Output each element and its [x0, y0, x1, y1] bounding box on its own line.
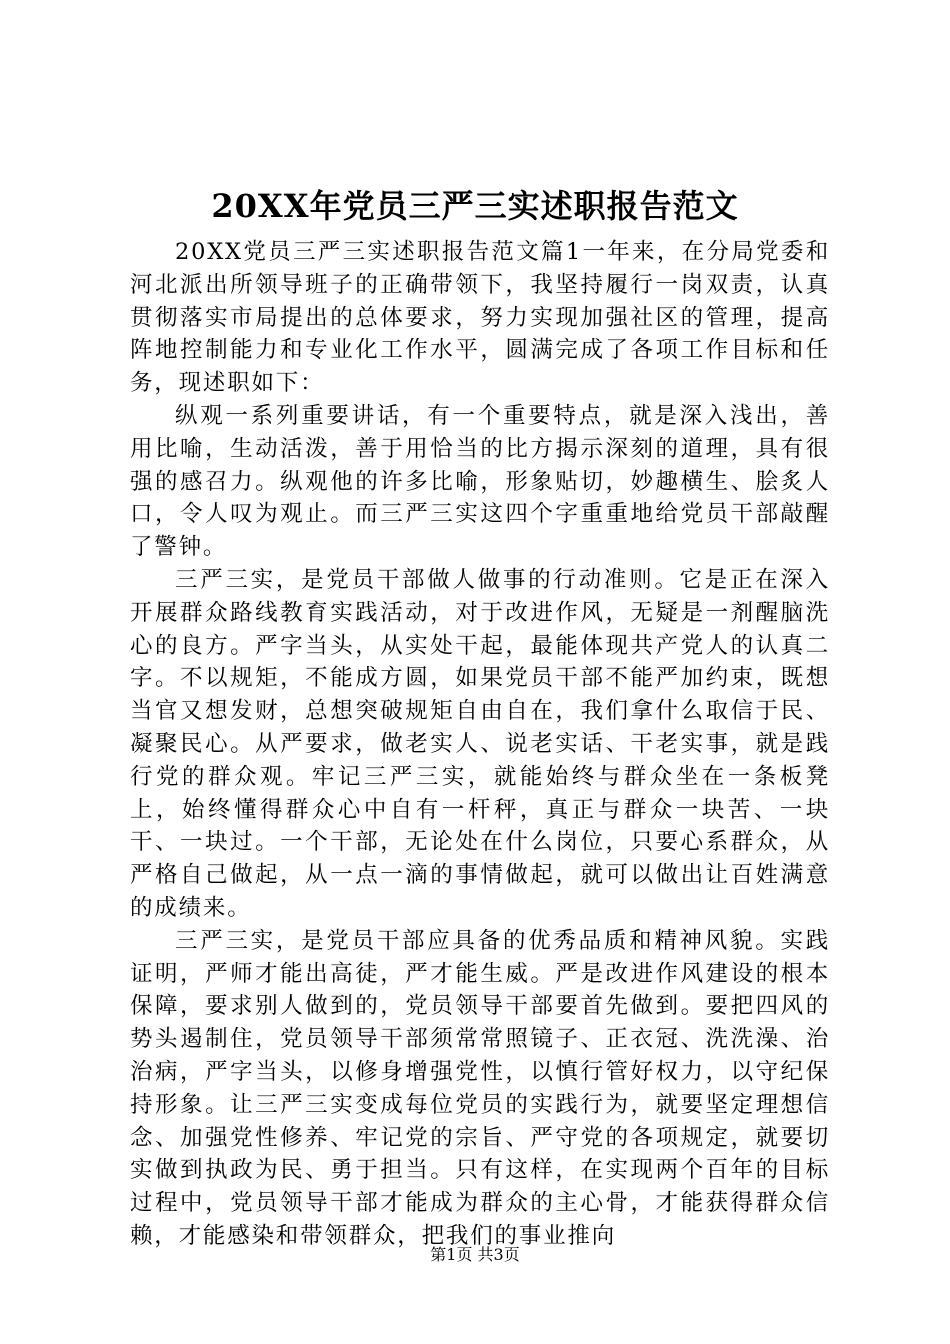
paragraph-1: 20XX党员三严三实述职报告范文篇1一年来，在分局党委和河北派出所领导班子的正确带领下，我坚持履行一岗双责，认真贯彻落实市局提出的总体要求，努力实现加强社区的管理，提高阵地控制能力和专业化工作水平，圆满完成了各项工作目标和任务，现述职如下： [130, 239, 830, 397]
paragraph-4: 三严三实，是党员干部应具备的优秀品质和精神风貌。实践证明，严师才能出高徒，严才能生威。严是改进作风建设的根本保障，要求别人做到的，党员领导干部要首先做到。要把四风的势头遏制住，党员领导干部须常常照镜子、正衣冠、洗洗澡、治治病，严字当头，以修身增强党性，以慎行管好权力，以守纪保持形象。让三严三实变成每位党员的实践行为，就要坚定理想信念、加强党性修养、牢记党的宗旨、严守党的各项规定，就要切实做到执政为民、勇于担当。只有这样，在实现两个百年的目标过程中，党员领导干部才能成为群众的主心骨，才能获得群众信赖，才能感染和带领群众，把我们的事业推向 [130, 927, 830, 1249]
paragraph-2: 纵观一系列重要讲话，有一个重要特点，就是深入浅出，善用比喻，生动活泼，善于用恰当的比方揭示深刻的道理，具有很强的感召力。纵观他的许多比喻，形象贴切，妙趣横生、脍炙人口，令人叹为观止。而三严三实这四个字重重地给党员干部敲醒了警钟。 [130, 402, 830, 561]
page-footer: 第1页 共3页 [430, 1245, 520, 1264]
document-body [130, 236, 830, 1253]
document-title: 20XX年党员三严三实述职报告范文 [211, 187, 739, 225]
paragraph-3: 三严三实，是党员干部做人做事的行动准则。它是正在深入开展群众路线教育实践活动，对于改进作风，无疑是一剂醒脑洗心的良方。严字当头，从实处干起，最能体现共产党人的认真二字。不以规矩，不能成方圆，如果党员干部不能严加约束，既想当官又想发财，总想突破规矩自由自在，我们拿什么取信于民、凝聚民心。从严要求，做老实人、说老实话、干老实事，就是践行党的群众观。牢记三严三实，就能始终与群众坐在一条板凳上，始终懂得群众心中自有一杆秤，真正与群众一块苦、一块干、一块过。一个干部，无论处在什么岗位，只要心系群众，从严格自己做起，从一点一滴的事情做起，就可以做出让百姓满意的成绩来。 [130, 566, 830, 921]
